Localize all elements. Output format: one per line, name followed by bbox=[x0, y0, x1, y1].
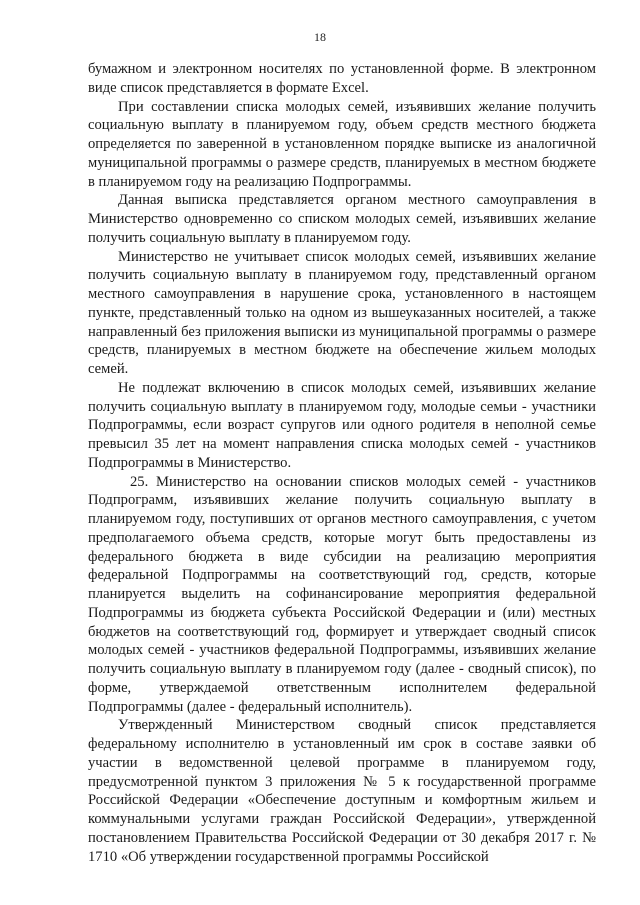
paragraph-budget-volume: При составлении списка молодых семей, изъявивших желание получить социальную выплату в планируемом году, объем средств местного бюджета определяется по заверенной в установленном порядке выписке из аналогичной муниципальной программы о размере средств, планируемых в местном бюджете в планируемом году на реализацию Подпрограммы. bbox=[88, 98, 596, 190]
paragraph-age-exclusion: Не подлежат включению в список молодых семей, изъявивших желание получить социальную выплату в планируемом году, молодые семьи - участники Подпрограммы, если возраст супругов или одного родителя в неполной семье превысил 35 лет на момент направления списка молодых семей - участников Подпрограммы в Министерство. bbox=[88, 379, 596, 471]
paragraph-list-rejection: Министерство не учитывает список молодых семей, изъявивших желание получить социальную выплату в планируемом году, представленный органом местного самоуправления в нарушение срока, установленного в настоящем пункте, представленный только на одном из вышеуказанных носителей, а также направленный без приложения выписки из муниципальной программы о размере средств, планируемых в местном бюджете на обеспечение жильем молодых семей. bbox=[88, 248, 596, 377]
paragraph-clause-25: 25. Министерство на основании списков молодых семей - участников Подпрограмм, изъявивших желание получить социальную выплату в планируемом году, поступивших от органов местного самоуправления, с учетом предполагаемого объема средств, которые могут быть предоставлены из федерального бюджета в виде субсидии на реализацию мероприятия федеральной Подпрограммы на соответствующий год, средств, которые планируется выделить на софинансирование мероприятия федеральной Подпрограммы из бюджета субъекта Российской Федерации и (или) местных бюджетов на соответствующий год, формирует и утверждает сводный список молодых семей - участников федеральной Подпрограммы, изъявивших желание получить социальную выплату в планируемом году (далее - сводный список), по форме, утверждаемой ответственным исполнителем федеральной Подпрограммы (далее - федеральный исполнитель). bbox=[88, 473, 596, 715]
document-body bbox=[88, 60, 596, 866]
paragraph-extract-submission: Данная выписка представляется органом местного самоуправления в Министерство одновременно со списком молодых семей, изъявивших желание получить социальную выплату в планируемом году. bbox=[88, 192, 596, 246]
paragraph-consolidated-list: Утвержденный Министерством сводный список представляется федеральному исполнителю в установленный им срок в составе заявки об участии в ведомственной целевой программе в планируемом году, предусмотренной пунктом 3 приложения № 5 к государственной программе Российской Федерации «Обеспечение доступным и комфортным жильем и коммунальными услугами граждан Российской Федерации», утвержденной постановлением Правительства Российской Федерации от 30 декабря 2017 г. № 1710 «Об утверждении государственной программы Российской bbox=[88, 717, 596, 865]
paragraph-continuation: бумажном и электронном носителях по установленной форме. В электронном виде список представляется в формате Excel. bbox=[88, 61, 596, 96]
page-number: 18 bbox=[314, 30, 326, 44]
